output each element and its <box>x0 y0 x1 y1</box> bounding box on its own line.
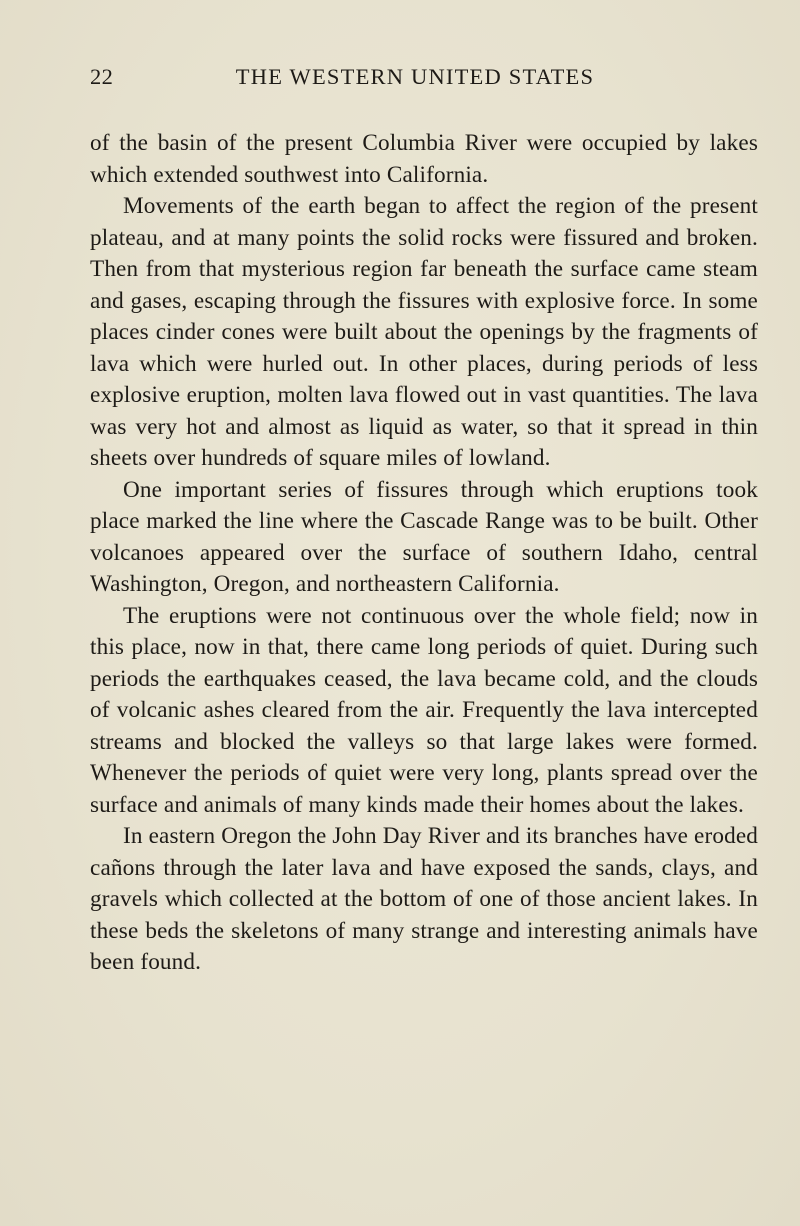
body-text <box>90 128 758 979</box>
running-head-title: THE WESTERN UNITED STATES <box>235 64 595 89</box>
running-head <box>90 64 740 104</box>
paragraph: One important series of fissures through which eruptions took place marked the line where the Cascade Range was to be built. Other volcanoes appeared over the surface of southern Idaho, central Washington, Oregon, and northeastern California. <box>90 476 758 597</box>
paragraph-continued: of the basin of the present Columbia River were occupied by lakes which extended southwest into California. <box>90 130 758 188</box>
page-number: 22 <box>90 64 114 89</box>
paragraph: Movements of the earth began to affect the region of the present plateau, and at many points the solid rocks were fissured and broken. Then from that mysterious region far beneath the surface came steam and gases, escaping through the fissures with explosive force. In some places cinder cones were built about the openings by the fragments of lava which were hurled out. In other places, during periods of less explosive eruption, molten lava flowed out in vast quantities. The lava was very hot and almost as liquid as water, so that it spread in thin sheets over hundreds of square miles of lowland. <box>90 193 758 471</box>
paragraph: In eastern Oregon the John Day River and its branches have eroded cañons through the later lava and have exposed the sands, clays, and gravels which collected at the bottom of one of those ancient lakes. In these beds the skeletons of many strange and interesting animals have been found. <box>90 823 758 975</box>
paragraph: The eruptions were not continuous over the whole field; now in this place, now in that, there came long periods of quiet. During such periods the earthquakes ceased, the lava became cold, and the clouds of volcanic ashes cleared from the air. Frequently the lava intercepted streams and blocked the valleys so that large lakes were formed. Whenever the periods of quiet were very long, plants spread over the surface and animals of many kinds made their homes about the lakes. <box>90 602 758 818</box>
